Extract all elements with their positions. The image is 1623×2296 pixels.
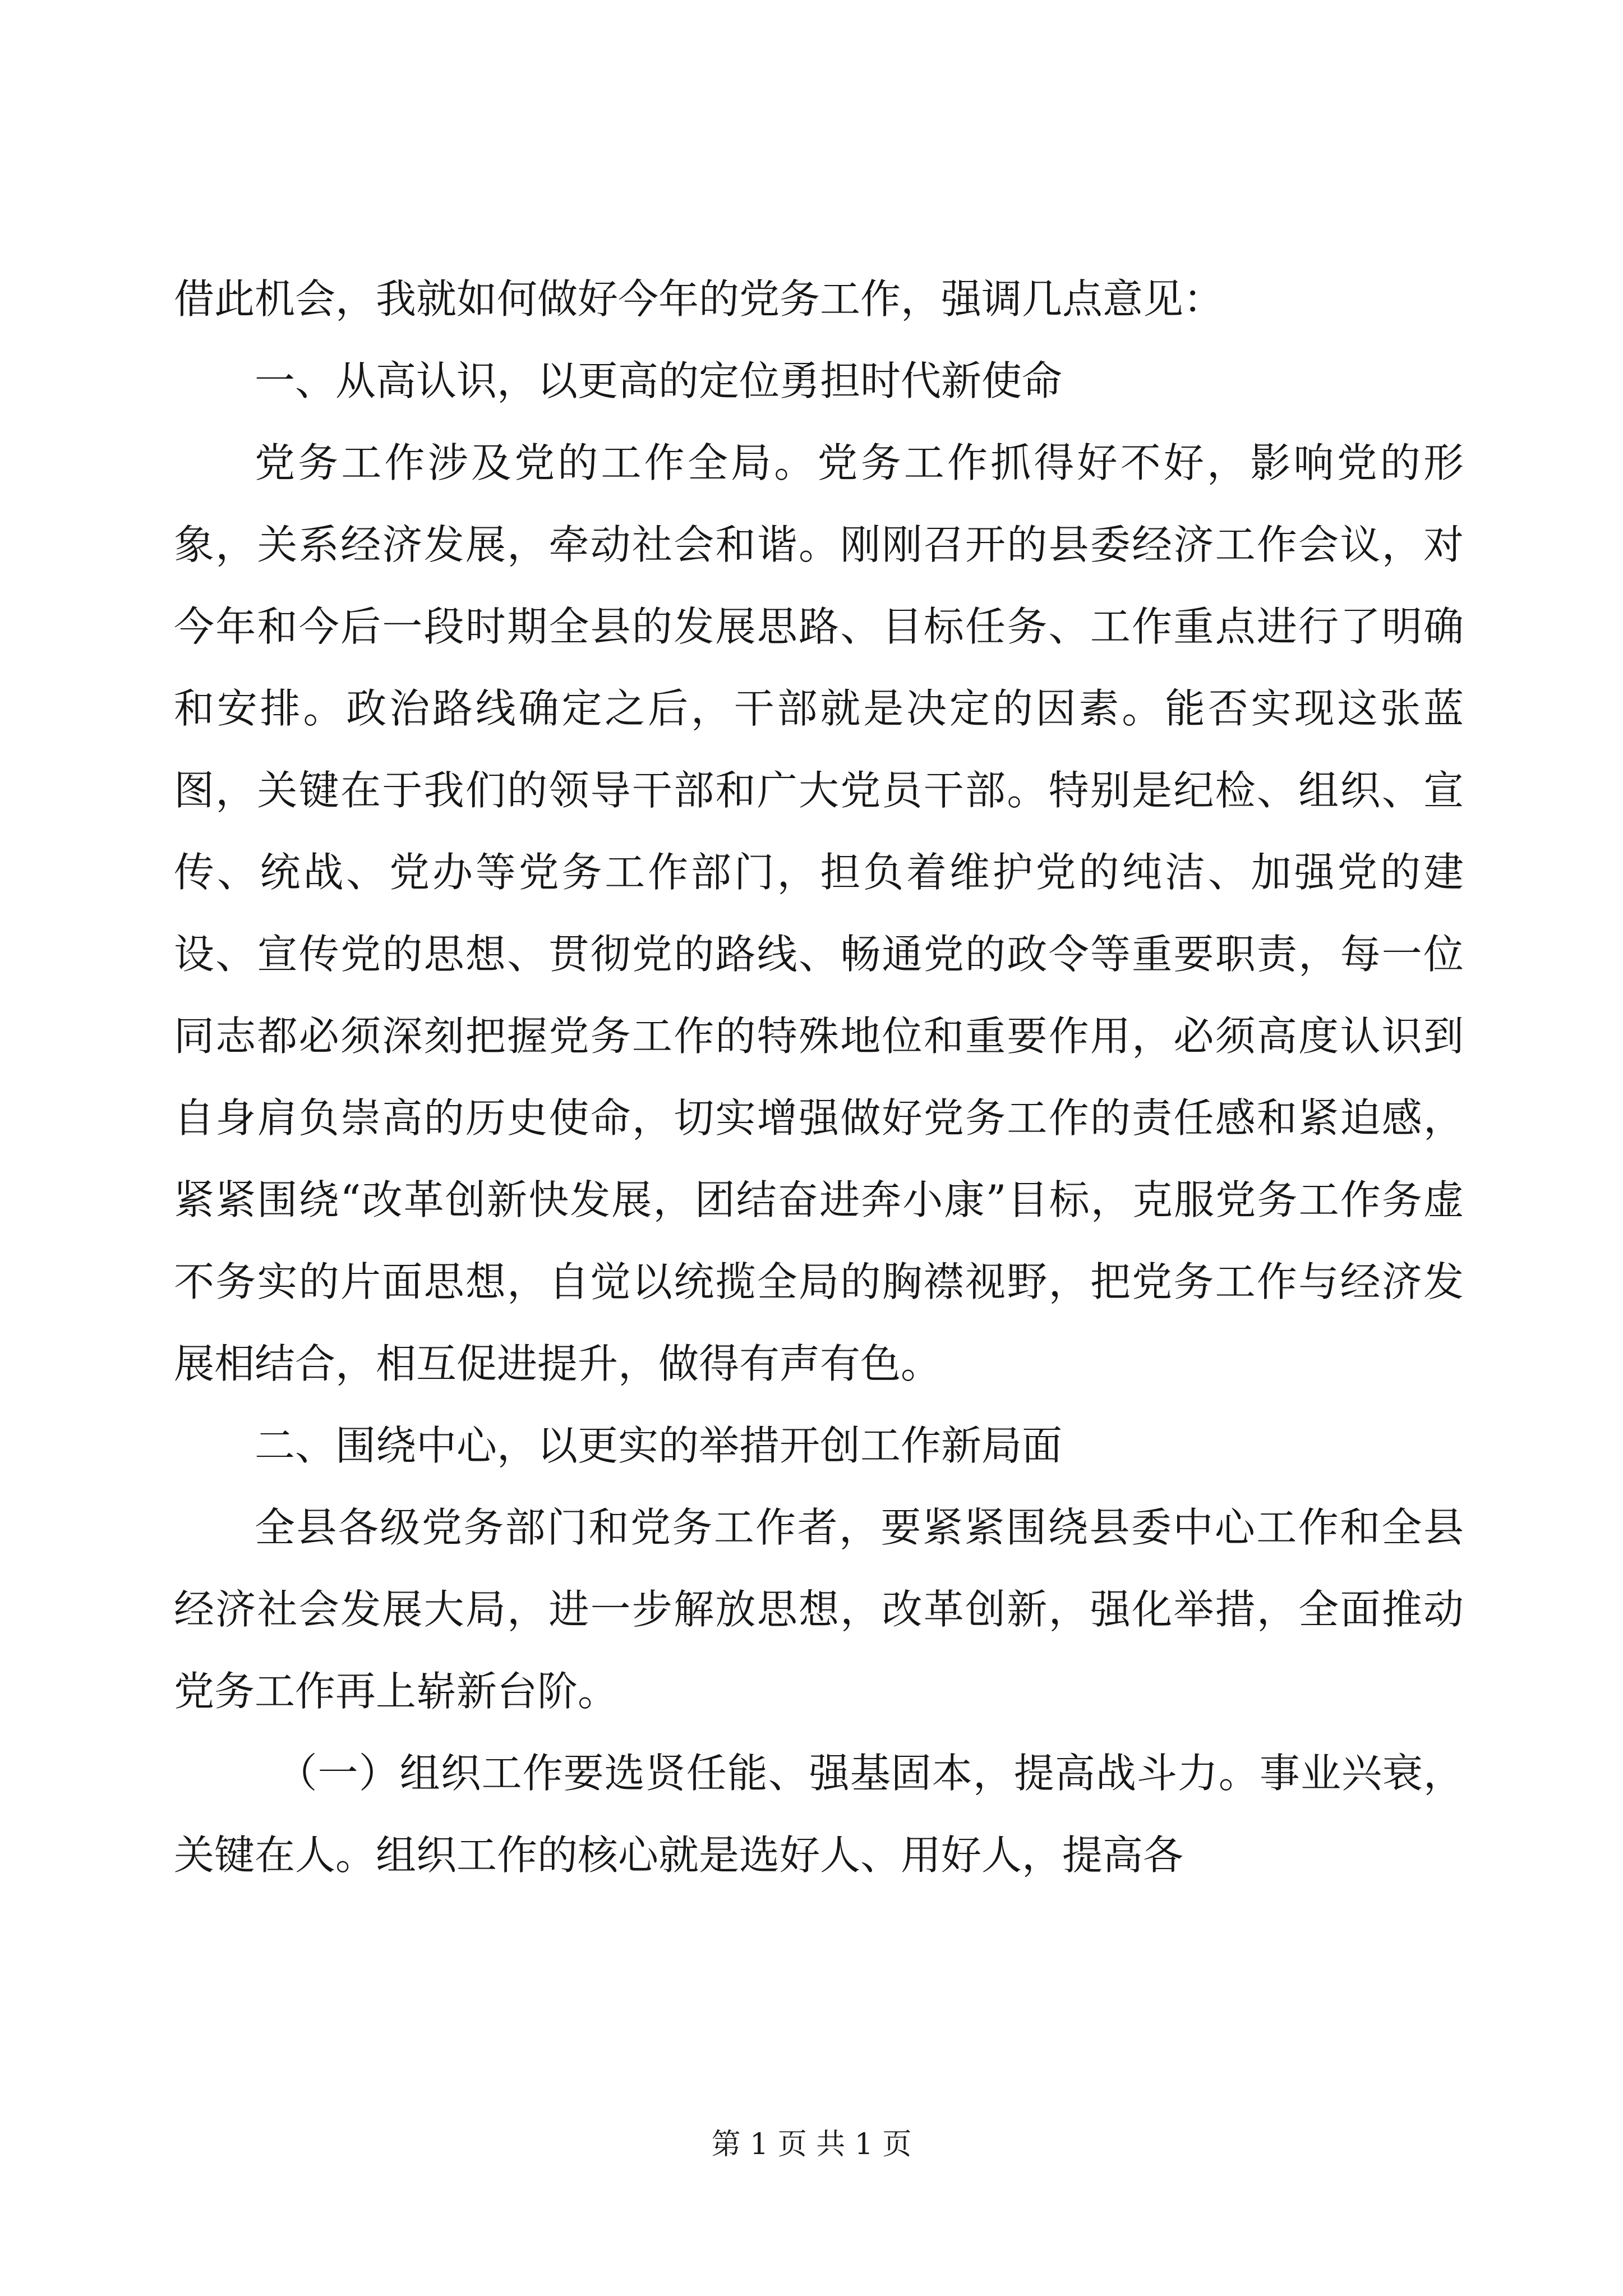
paragraph-intro: 借此机会，我就如何做好今年的党务工作，强调几点意见： xyxy=(174,275,1224,323)
section-heading-1: 一、从高认识，以更高的定位勇担时代新使命 xyxy=(255,357,1063,404)
paragraph-section-2: 全县各级党务部门和党务工作者，要紧紧围绕县委中心工作和全县经济社会发展大局，进一步解放思想，改革创新，强化举措，全面推动党务工作再上崭新台阶。 xyxy=(174,1504,1464,1715)
section-heading-2: 二、围绕中心，以更实的举措开创工作新局面 xyxy=(255,1422,1063,1469)
paragraph-subsection-1: （一）组织工作要选贤任能、强基固本，提高战斗力。事业兴衰，关键在人。组织工作的核心就是选好人、用好人，提高各 xyxy=(174,1750,1464,1879)
page-footer: 第 1 页 共 1 页 xyxy=(711,2128,912,2161)
paragraph-section-1: 党务工作涉及党的工作全局。党务工作抓得好不好，影响党的形象，关系经济发展，牵动社会和谐。刚刚召开的县委经济工作会议，对今年和今后一段时期全县的发展思路、目标任务、工作重点进行了明确和安排。政治路线确定之后，干部就是决定的因素。能否实现这张蓝图，关键在于我们的领导干部和广大党员干部。特别是纪检、组织、宣传、统战、党办等党务工作部门，担负着维护党的纯洁、加强党的建设、宣传党的思想、贯彻党的路线、畅通党的政令等重要职责，每一位同志都必须深刻把握党务工作的特殊地位和重要作用，必须高度认识到自身肩负崇高的历史使命，切实增强做好党务工作的责任感和紧迫感，紧紧围绕“改革创新快发展，团结奋进奔小康”目标，克服党务工作务虚不务实的片面思想，自觉以统揽全局的胸襟视野，把党务工作与经济发展相结合，相互促进提升，做得有声有色。 xyxy=(174,439,1464,1387)
document-body xyxy=(174,258,1464,1896)
